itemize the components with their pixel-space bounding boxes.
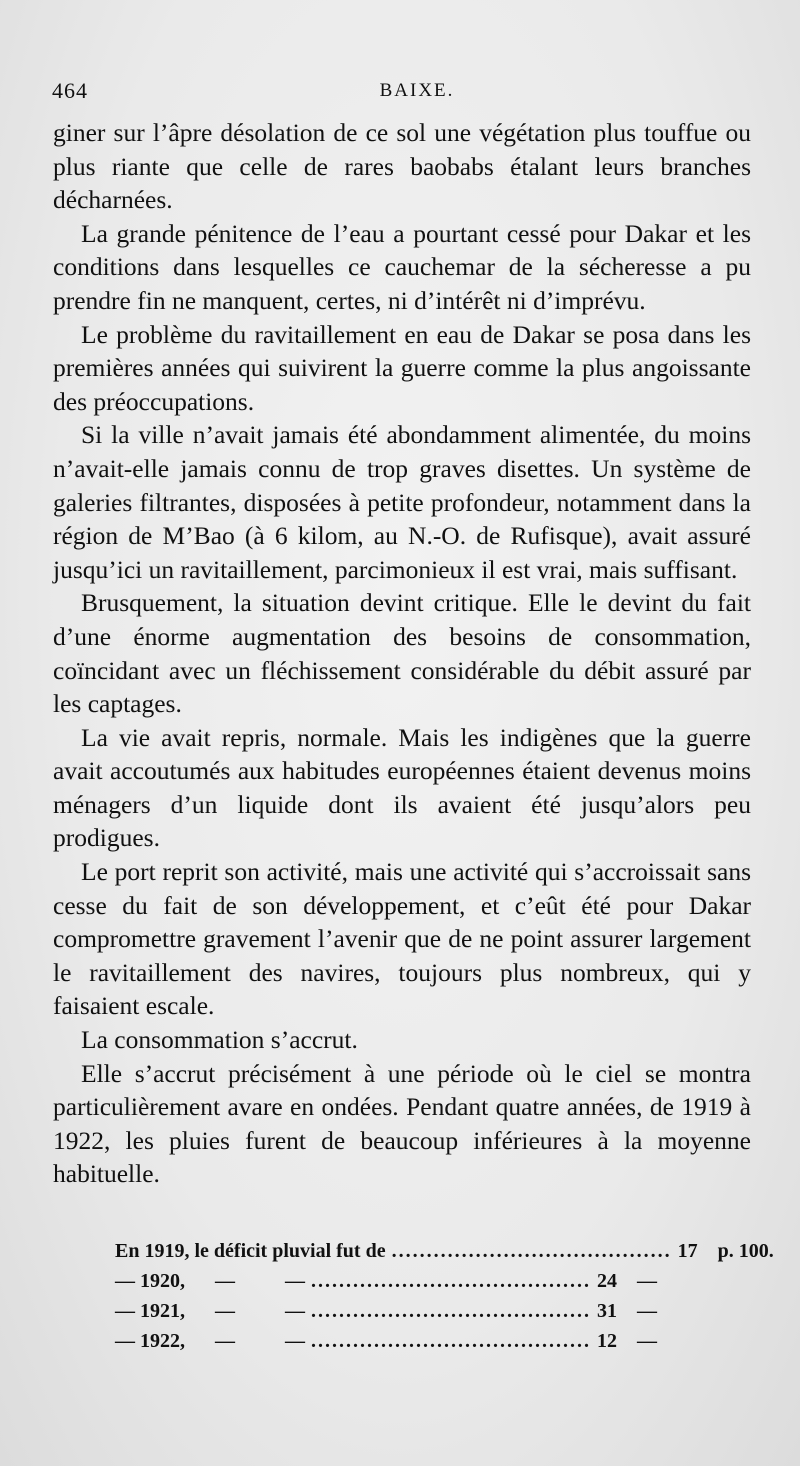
row-text: le déficit pluvial fut de: [194, 1240, 386, 1262]
paragraph: La grande pénitence de l’eau a pourtant cessé pour Dakar et les conditions dans lesquelles ce cauchemar de la sécheresse a pu prendre fin ne manquent, certes, ni d’intérêt ni d’imprévu.: [53, 218, 751, 315]
row-year: 1922,: [140, 1330, 185, 1352]
leader-dots: ........................................: [391, 1240, 672, 1262]
running-head: BAIXE.: [379, 80, 455, 101]
table-row: [115, 1240, 774, 1270]
row-lead: [115, 1240, 386, 1263]
row-prefix: —: [115, 1330, 135, 1352]
leader-dots: ........................................: [311, 1270, 591, 1292]
row-unit: p. 100.: [717, 1240, 774, 1262]
paragraph: giner sur l’âpre désolation de ce sol une végétation plus touffue ou plus riante que celle de rares baobabs étalant leurs branches décharnées.: [53, 118, 751, 215]
body-text: [53, 116, 751, 1191]
row-unit: —: [637, 1300, 657, 1322]
row-year: 1919,: [144, 1240, 190, 1262]
paragraph: La consommation s’accrut.: [81, 1025, 358, 1055]
row-text: — —: [215, 1330, 305, 1352]
row-value: 17: [677, 1240, 698, 1262]
leader-dots: ........................................: [311, 1330, 591, 1352]
rainfall-deficit-table: [115, 1240, 774, 1360]
table-row: [115, 1330, 690, 1360]
row-value: 31: [597, 1300, 617, 1322]
table-row: [115, 1300, 690, 1330]
paragraph: Elle s’accrut précisément à une période où le ciel se montra particulièrement avare en ondées. Pendant quatre années, de 1919 à 1922, les pluies furent de beaucoup inférieures à la moyenne habituelle.: [53, 1058, 751, 1189]
paragraph: Brusquement, la situation devint critique. Elle le devint du fait d’une énorme augmentation des besoins de consommation, coïncidant avec un fléchissement considérable du débit assuré par les captages.: [53, 588, 751, 719]
row-prefix: —: [115, 1270, 135, 1292]
row-prefix: En: [115, 1240, 140, 1262]
row-year: 1921,: [140, 1300, 185, 1322]
row-value: 24: [597, 1270, 617, 1292]
leader-dots: ........................................: [311, 1300, 591, 1322]
row-lead: [115, 1270, 305, 1293]
paragraph: Si la ville n’avait jamais été abondamment alimentée, du moins n’avait-elle jamais connu de trop graves disettes. Un système de galeries filtrantes, disposées à petite profondeur, notamment dans la région de M’Bao (à 6 kilom, au N.-O. de Rufisque), avait assuré jusqu’ici un ravitaillement, parcimonieux il est vrai, mais suffisant.: [53, 420, 751, 584]
row-value: 12: [597, 1330, 617, 1352]
row-year: 1920,: [140, 1270, 185, 1292]
page-number: 464: [52, 78, 88, 103]
row-unit: —: [637, 1330, 657, 1352]
row-text: — —: [215, 1300, 305, 1322]
paragraph: La vie avait repris, normale. Mais les indigènes que la guerre avait accoutumés aux habitudes européennes étaient devenus moins ménagers d’un liquide dont ils avaient été jusqu’alors peu prodigues.: [53, 722, 751, 853]
row-prefix: —: [115, 1300, 135, 1322]
table-row: [115, 1270, 690, 1300]
page-header: [52, 78, 752, 108]
row-lead: [115, 1330, 305, 1353]
row-unit: —: [637, 1270, 657, 1292]
paragraph: Le port reprit son activité, mais une activité qui s’accroissait sans cesse du fait de son développement, et c’eût été pour Dakar compromettre gravement l’avenir que de ne point assurer largement le ravitaillement des navires, toujours plus nombreux, qui y faisaient escale.: [53, 857, 751, 1021]
row-lead: [115, 1300, 305, 1323]
row-text: — —: [215, 1270, 305, 1292]
paragraph: Le problème du ravitaillement en eau de Dakar se posa dans les premières années qui suivirent la guerre comme la plus angoissante des préoccupations.: [53, 319, 751, 416]
